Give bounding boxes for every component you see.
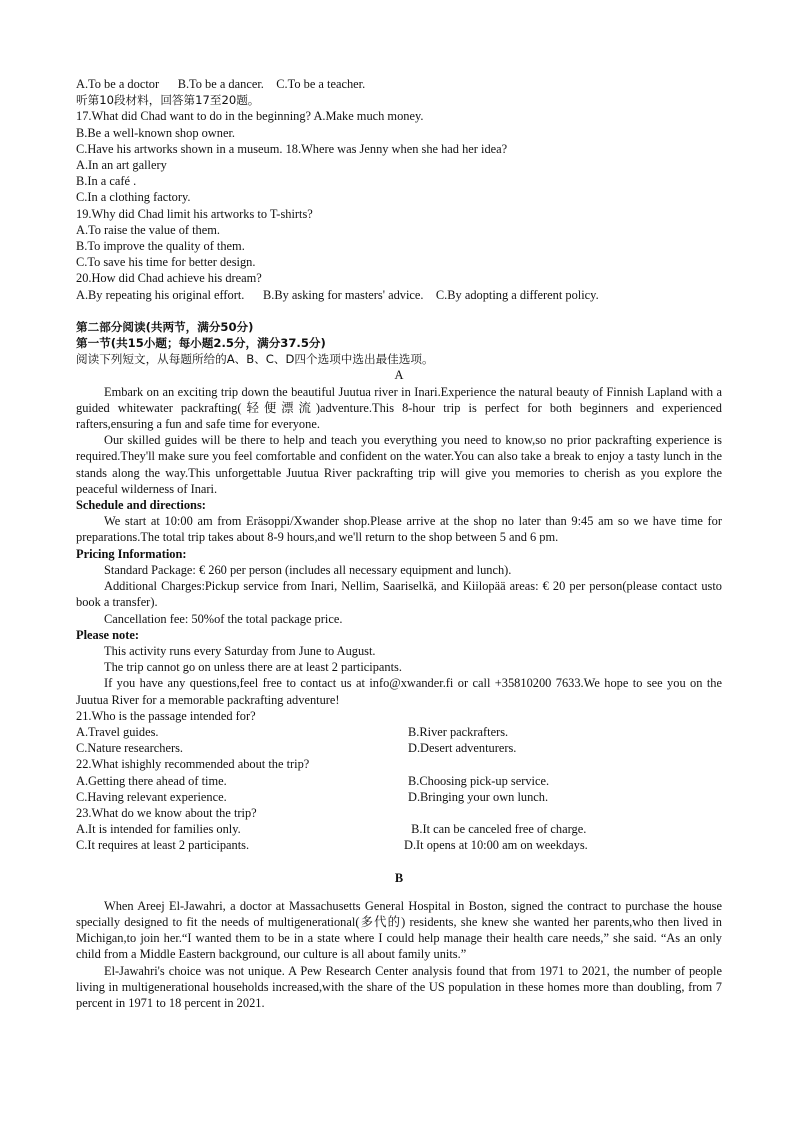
reading-instruction: 阅读下列短文，从每题所给的A、B、C、D四个选项中选出最佳选项。	[76, 352, 434, 367]
q20-option-a: A.By repeating his original effort.	[76, 287, 245, 302]
spacer	[76, 886, 722, 898]
q22-option-a: A.Getting there ahead of time.	[76, 773, 227, 788]
q22-option-c: C.Having relevant experience.	[76, 789, 227, 804]
q22-option-b: B.Choosing pick-up service.	[408, 773, 550, 788]
schedule-heading: Schedule and directions:	[76, 498, 206, 513]
q18-option-a: A.In an art gallery	[76, 158, 167, 173]
q21-option-c: C.Nature researchers.	[76, 741, 183, 756]
q18-option-b: B.In a café .	[76, 174, 137, 189]
q22-stem: 22.What ishighly recommended about the trip?	[76, 757, 310, 772]
spacer	[76, 303, 722, 319]
passage-a-paragraph-1: Embark on an exciting trip down the beautiful Juutua river in Inari.Experience the natural beauty of Finnish Lapland with a guided whitewater packrafting(轻便漂流)adventure.This 8-hour trip is perfect for both beginners and experienced rafters,ensuring a fun and safe time for everyone.	[76, 384, 722, 432]
q19-option-b: B.To improve the quality of them.	[76, 239, 245, 254]
q16-option-a: A.To be a doctor	[76, 77, 160, 91]
q21-options-row-2	[76, 740, 722, 756]
passage-b-paragraph-2: El-Jawahri's choice was not unique. A Pew Research Center analysis found that from 1971 to 2021, the number of people living in multigenerational households increased,with the share of the US population in these homes more than doubling, from 7 percent in 1971 to 18 percent in 2021.	[76, 963, 722, 1010]
schedule-text: We start at 10:00 am from Eräsoppi/Xwander shop.Please arrive at the shop no later than 9:45 am so we have time for preparations.The total trip takes about 8-9 hours,and we'll return to the shop between 5 and 6 pm.	[76, 514, 722, 545]
passage-a-label: A	[394, 368, 404, 383]
q23-option-d: D.It opens at 10:00 am on weekdays.	[404, 838, 588, 853]
section1-heading: 第一节(共15小题；每小题2.5分，满分37.5分)	[76, 336, 326, 351]
spacer	[76, 854, 722, 870]
q19-option-c: C.To save his time for better design.	[76, 255, 256, 270]
q22-option-d: D.Bringing your own lunch.	[408, 789, 549, 804]
cancellation-fee: Cancellation fee: 50%of the total package price.	[104, 611, 343, 626]
q20-options	[76, 287, 722, 303]
q23-option-a: A.It is intended for families only.	[76, 822, 241, 837]
q17-c-q18-stem: C.Have his artworks shown in a museum. 18.Where was Jenny when she had her idea?	[76, 141, 508, 156]
q21-options-row-1	[76, 724, 722, 740]
q21-option-a: A.Travel guides.	[76, 724, 159, 739]
q17-stem: 17.What did Chad want to do in the beginning? A.Make much money.	[76, 109, 424, 124]
note-heading: Please note:	[76, 627, 139, 642]
note-2: The trip cannot go on unless there are at least 2 participants.	[104, 660, 402, 675]
q23-option-b: B.It can be canceled free of charge.	[408, 822, 587, 837]
q23-options-row-2	[76, 837, 722, 853]
listening-intro: 听第10段材料，回答第17至20题。	[76, 93, 260, 108]
q22-options-row-2	[76, 789, 722, 805]
passage-a-paragraph-2: Our skilled guides will be there to help and teach you everything you need to know,so no prior packrafting experience is required.They'll make sure you feel comfortable and confident on the water.You can also take a break to enjoy a tasty lunch in the stands along the way.This unforgettable Juutua River packrafting trip will give you memories to cherish as you explore the peaceful wilderness of Inari.	[76, 433, 722, 496]
q16-options	[76, 76, 722, 92]
q17-option-b: B.Be a well-known shop owner.	[76, 125, 235, 140]
q18-option-c: C.In a clothing factory.	[76, 190, 191, 205]
pricing-heading: Pricing Information:	[76, 546, 187, 561]
document-content	[76, 76, 722, 1011]
additional-charges: Additional Charges:Pickup service from Inari, Nellim, Saariselkä, and Kiilopää areas: € 20 per person(please contact usto book a transfer).	[76, 579, 722, 610]
standard-package: Standard Package: € 260 per person (includes all necessary equipment and lunch).	[104, 562, 512, 577]
q23-stem: 23.What do we know about the trip?	[76, 805, 257, 820]
q20-option-b: B.By asking for masters' advice.	[262, 287, 424, 302]
q20-stem: 20.How did Chad achieve his dream?	[76, 271, 262, 286]
q21-option-d: D.Desert adventurers.	[408, 741, 517, 756]
passage-b-label: B	[394, 870, 404, 885]
q23-option-c: C.It requires at least 2 participants.	[76, 838, 250, 853]
q16-option-b: B.To be a dancer.	[177, 77, 264, 91]
q16-option-c: C.To be a teacher.	[276, 77, 366, 91]
q23-options-row-1	[76, 821, 722, 837]
q19-option-a: A.To raise the value of them.	[76, 222, 220, 237]
q21-option-b: B.River packrafters.	[408, 724, 509, 739]
q19-stem: 19.Why did Chad limit his artworks to T-shirts?	[76, 206, 313, 221]
note-3: If you have any questions,feel free to contact us at info@xwander.fi or call +35810200 7633.We hope to see you on the Juutua River for a memorable packrafting adventure!	[76, 676, 722, 707]
passage-b-paragraph-1: When Areej El-Jawahri, a doctor at Massachusetts General Hospital in Boston, signed the contract to purchase the house specially designed to fit the needs of multigenerational(多代的) residents, she knew she wanted her parents,who then lived in Michigan,to join her.“I wanted them to be in a state where I could help manage their health care needs,” she said. “As an only child from a Middle Eastern background, our culture is all about family units.”	[76, 898, 722, 962]
part2-heading: 第二部分阅读(共两节，满分50分)	[76, 319, 254, 334]
q22-options-row-1	[76, 773, 722, 789]
q20-option-c: C.By adopting a different policy.	[435, 287, 599, 302]
note-1: This activity runs every Saturday from June to August.	[104, 643, 376, 658]
q21-stem: 21.Who is the passage intended for?	[76, 708, 256, 723]
